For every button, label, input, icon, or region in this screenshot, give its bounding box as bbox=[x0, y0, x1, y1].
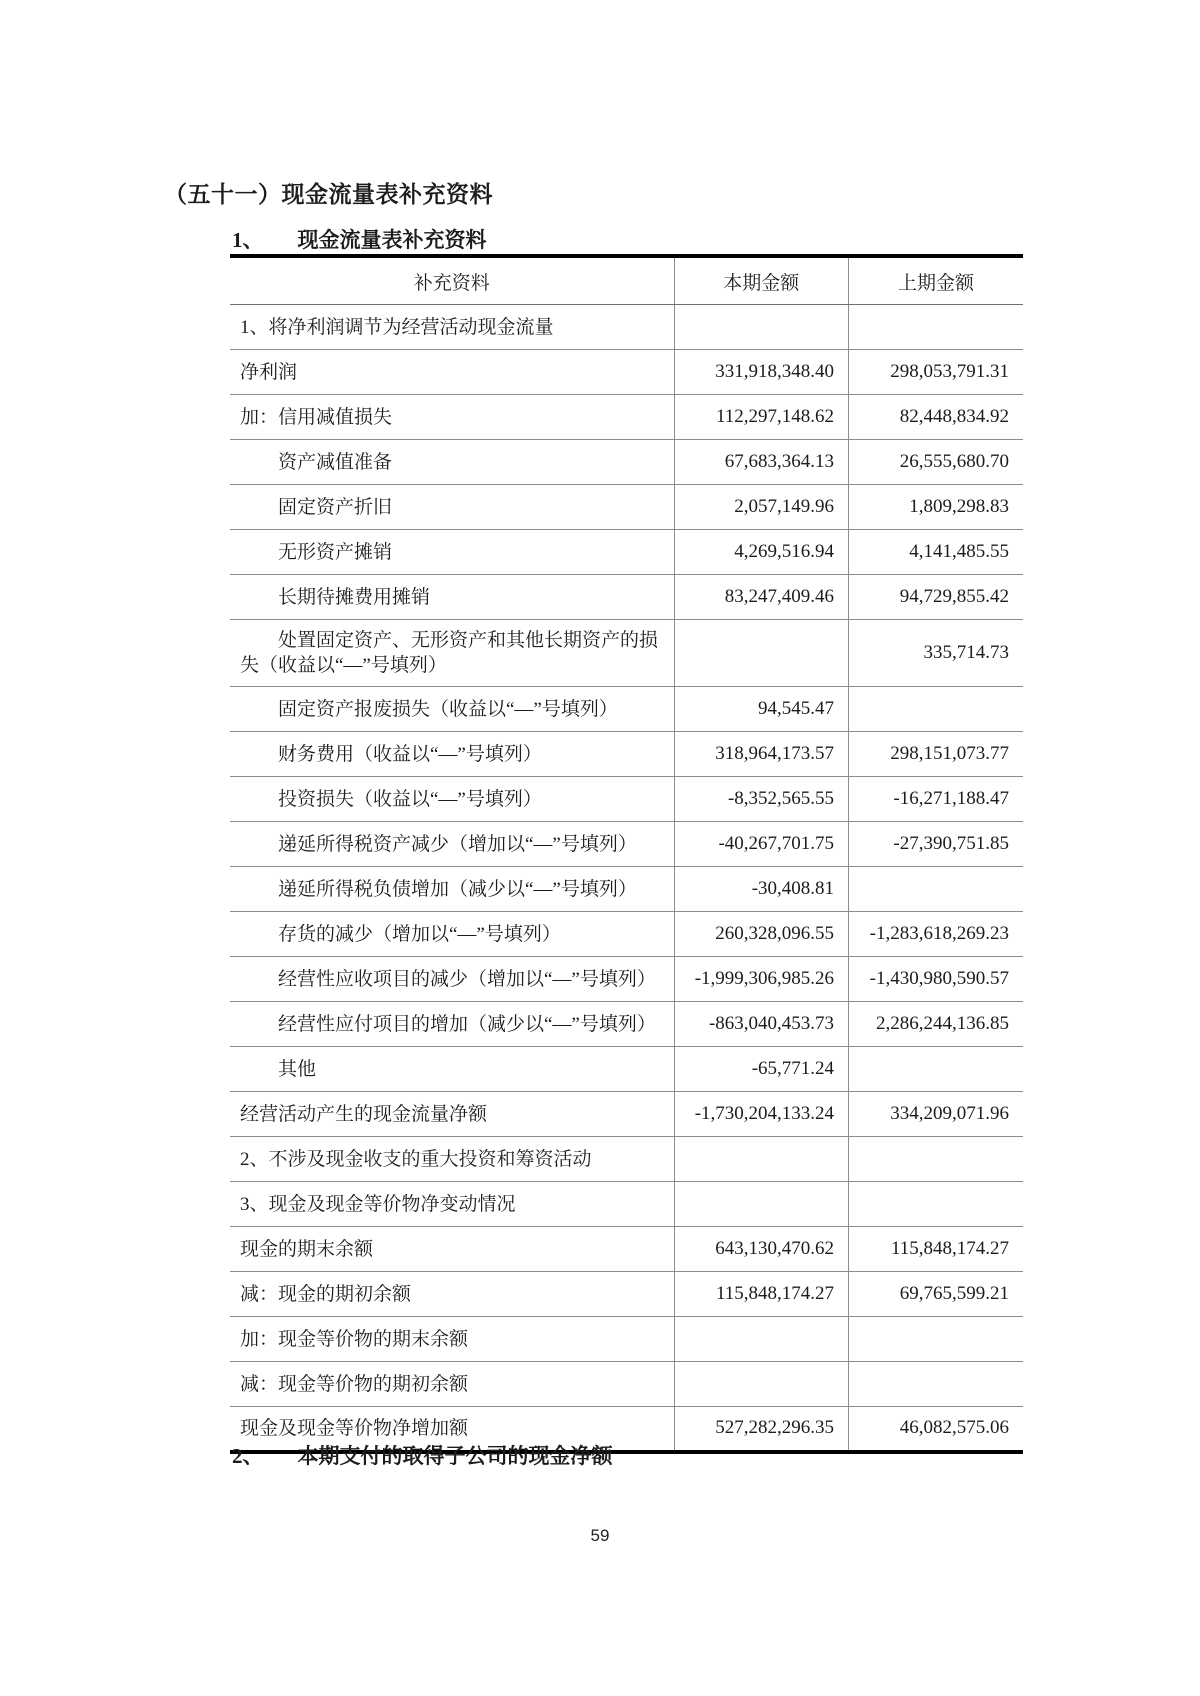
row-label: 2、不涉及现金收支的重大投资和筹资活动 bbox=[230, 1137, 674, 1182]
cell-current-amount: 115,848,174.27 bbox=[674, 1272, 848, 1317]
table-row bbox=[230, 822, 1023, 867]
cell-previous-amount: -16,271,188.47 bbox=[849, 777, 1023, 822]
table-row bbox=[230, 777, 1023, 822]
row-label: 加：信用减值损失 bbox=[230, 395, 674, 440]
cell-current-amount: -8,352,565.55 bbox=[674, 777, 848, 822]
table-row bbox=[230, 530, 1023, 575]
table-row bbox=[230, 350, 1023, 395]
table-row bbox=[230, 1002, 1023, 1047]
table-row bbox=[230, 1227, 1023, 1272]
cell-previous-amount: 69,765,599.21 bbox=[849, 1272, 1023, 1317]
table-row bbox=[230, 1137, 1023, 1182]
cell-previous-amount: 94,729,855.42 bbox=[849, 575, 1023, 620]
cell-current-amount: 2,057,149.96 bbox=[674, 485, 848, 530]
table-row bbox=[230, 867, 1023, 912]
cell-previous-amount: 298,151,073.77 bbox=[849, 732, 1023, 777]
table-row bbox=[230, 395, 1023, 440]
table-row bbox=[230, 732, 1023, 777]
cell-current-amount bbox=[674, 1182, 848, 1227]
cell-previous-amount: -27,390,751.85 bbox=[849, 822, 1023, 867]
cell-current-amount bbox=[674, 1362, 848, 1407]
section-1-label: 现金流量表补充资料 bbox=[297, 228, 487, 252]
row-label: 现金及现金等价物净增加额 bbox=[240, 1417, 469, 1439]
table-row bbox=[230, 912, 1023, 957]
row-label: 其他 bbox=[230, 1047, 674, 1092]
cell-current-amount: -65,771.24 bbox=[674, 1047, 848, 1092]
row-label: 净利润 bbox=[230, 350, 674, 395]
row-label: 减：现金的期初余额 bbox=[230, 1272, 674, 1317]
cell-previous-amount: 4,141,485.55 bbox=[849, 530, 1023, 575]
table-row bbox=[230, 1047, 1023, 1092]
table-row bbox=[230, 687, 1023, 732]
row-label: 固定资产报废损失（收益以“—”号填列） bbox=[230, 687, 674, 732]
row-label: 经营活动产生的现金流量净额 bbox=[230, 1092, 674, 1137]
cell-previous-amount: 82,448,834.92 bbox=[849, 395, 1023, 440]
cell-previous-amount: 26,555,680.70 bbox=[849, 440, 1023, 485]
row-label: 处置固定资产、无形资产和其他长期资产的损失（收益以“—”号填列） bbox=[230, 620, 674, 687]
table-row bbox=[230, 440, 1023, 485]
col-header-prior-period: 上期金额 bbox=[849, 256, 1023, 305]
cell-current-amount: -1,999,306,985.26 bbox=[674, 957, 848, 1002]
cell-previous-amount: 334,209,071.96 bbox=[849, 1092, 1023, 1137]
row-label: 递延所得税资产减少（增加以“—”号填列） bbox=[230, 822, 674, 867]
cell-previous-amount: 46,082,575.06 bbox=[849, 1407, 1023, 1452]
cell-previous-amount bbox=[849, 1047, 1023, 1092]
row-label: 固定资产折旧 bbox=[230, 485, 674, 530]
row-label: 财务费用（收益以“—”号填列） bbox=[230, 732, 674, 777]
cell-previous-amount bbox=[849, 1362, 1023, 1407]
row-label: 加：现金等价物的期末余额 bbox=[230, 1317, 674, 1362]
cell-previous-amount: 298,053,791.31 bbox=[849, 350, 1023, 395]
cell-previous-amount: 1,809,298.83 bbox=[849, 485, 1023, 530]
table-row bbox=[230, 620, 1023, 687]
row-label: 减：现金等价物的期初余额 bbox=[230, 1362, 674, 1407]
page-title: （五十一）现金流量表补充资料 bbox=[164, 182, 493, 207]
cell-previous-amount: -1,283,618,269.23 bbox=[849, 912, 1023, 957]
section-1-number: 1、 bbox=[232, 228, 264, 252]
section-2-label: 本期支付的取得子公司的现金净额 bbox=[297, 1444, 613, 1468]
cell-current-amount bbox=[674, 1137, 848, 1182]
table-row bbox=[230, 305, 1023, 350]
cell-current-amount: 112,297,148.62 bbox=[674, 395, 848, 440]
cell-current-amount: 83,247,409.46 bbox=[674, 575, 848, 620]
row-label: 长期待摊费用摊销 bbox=[230, 575, 674, 620]
table-row bbox=[230, 1317, 1023, 1362]
cell-current-amount: 643,130,470.62 bbox=[674, 1227, 848, 1272]
cell-current-amount: 260,328,096.55 bbox=[674, 912, 848, 957]
cell-previous-amount: 115,848,174.27 bbox=[849, 1227, 1023, 1272]
section-2-number: 2、 bbox=[232, 1444, 264, 1468]
cell-current-amount: 527,282,296.35 bbox=[674, 1407, 848, 1452]
row-label: 现金的期末余额 bbox=[230, 1227, 674, 1272]
row-label: 1、将净利润调节为经营活动现金流量 bbox=[230, 305, 674, 350]
row-label: 经营性应付项目的增加（减少以“—”号填列） bbox=[230, 1002, 674, 1047]
table-row bbox=[230, 1182, 1023, 1227]
table-row bbox=[230, 957, 1023, 1002]
cell-current-amount: -30,408.81 bbox=[674, 867, 848, 912]
row-label: 存货的减少（增加以“—”号填列） bbox=[230, 912, 674, 957]
cash-flow-supplementary-table bbox=[230, 254, 1023, 1454]
table-header-row bbox=[230, 256, 1023, 305]
row-label: 3、现金及现金等价物净变动情况 bbox=[230, 1182, 674, 1227]
cell-current-amount bbox=[674, 620, 848, 687]
cell-previous-amount bbox=[849, 867, 1023, 912]
section-1-heading bbox=[232, 224, 487, 254]
col-header-supplementary-info: 补充资料 bbox=[230, 256, 674, 305]
cell-previous-amount bbox=[849, 1137, 1023, 1182]
cell-current-amount bbox=[674, 1317, 848, 1362]
cell-previous-amount: 2,286,244,136.85 bbox=[849, 1002, 1023, 1047]
cell-current-amount bbox=[674, 305, 848, 350]
cell-previous-amount: 335,714.73 bbox=[849, 620, 1023, 687]
table-row bbox=[230, 1272, 1023, 1317]
cell-current-amount: -40,267,701.75 bbox=[674, 822, 848, 867]
row-label: 递延所得税负债增加（减少以“—”号填列） bbox=[230, 867, 674, 912]
cell-current-amount: -863,040,453.73 bbox=[674, 1002, 848, 1047]
table-row bbox=[230, 1092, 1023, 1137]
cell-previous-amount bbox=[849, 687, 1023, 732]
row-label: 经营性应收项目的减少（增加以“—”号填列） bbox=[230, 957, 674, 1002]
table-row bbox=[230, 485, 1023, 530]
row-label: 无形资产摊销 bbox=[230, 530, 674, 575]
cell-current-amount: 331,918,348.40 bbox=[674, 350, 848, 395]
page-number: 59 bbox=[590, 1526, 610, 1545]
row-label: 资产减值准备 bbox=[230, 440, 674, 485]
cell-previous-amount bbox=[849, 305, 1023, 350]
row-label: 投资损失（收益以“—”号填列） bbox=[230, 777, 674, 822]
cell-current-amount: 318,964,173.57 bbox=[674, 732, 848, 777]
table-row bbox=[230, 1362, 1023, 1407]
col-header-current-period: 本期金额 bbox=[674, 256, 848, 305]
section-2-heading bbox=[232, 1440, 613, 1470]
cell-current-amount: 94,545.47 bbox=[674, 687, 848, 732]
cell-current-amount: 67,683,364.13 bbox=[674, 440, 848, 485]
cell-previous-amount bbox=[849, 1182, 1023, 1227]
cell-current-amount: -1,730,204,133.24 bbox=[674, 1092, 848, 1137]
cell-previous-amount bbox=[849, 1317, 1023, 1362]
cell-current-amount: 4,269,516.94 bbox=[674, 530, 848, 575]
table-row bbox=[230, 575, 1023, 620]
cell-previous-amount: -1,430,980,590.57 bbox=[849, 957, 1023, 1002]
